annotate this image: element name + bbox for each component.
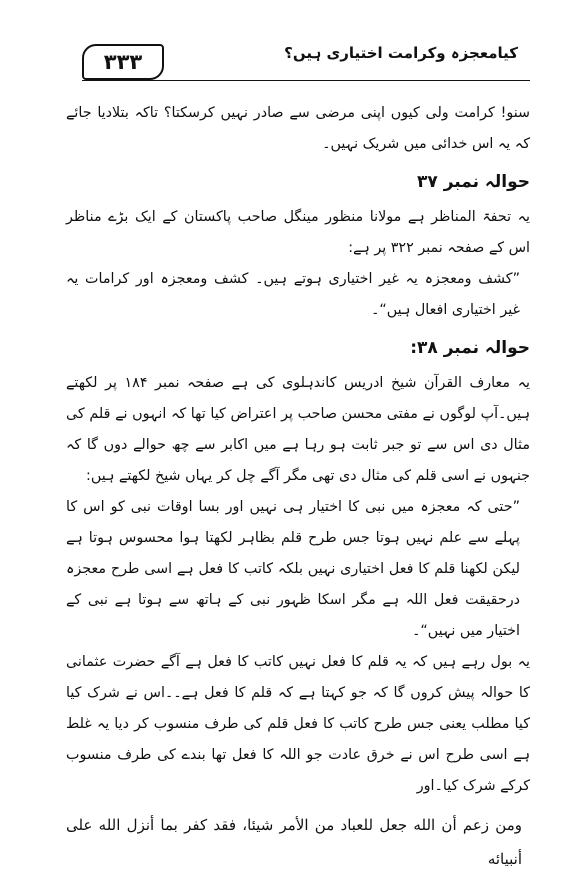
header-rule [82,80,530,81]
heading-reference-38: حوالہ نمبر ۳۸: [410,338,530,358]
page-body [66,98,530,876]
paragraph-1: سنو! کرامت ولی کیوں اپنی مرضی سے صادر نہیں کرسکتا؟ تاکہ بتلادیا جائے کہ یہ اس خدائی میں شریک نہیں۔ [66,105,530,152]
page-header [60,40,530,84]
paragraph-4: یہ بول رہے ہیں کہ یہ قلم کا فعل نہیں کاتب کا فعل ہے آگے حضرت عثمانی کا حوالہ پیش کروں گا کہ جو کہتا ہے کہ قلم کا فعل ہے۔۔اس نے شرک کیا کیا مطلب یعنی جس طرح کاتب کا فعل قلم کی طرف منسوب کر دیا یہ غلط ہے اسی طرح اس نے خرق عادت جو اللہ کا فعل تھا بندے کی طرف منسوب کرکے شرک کیا۔اور [66,654,530,794]
running-title: کیامعجزہ وکرامت اختیاری ہیں؟ [284,44,518,62]
paragraph-2: یہ تحفۃ المناظر ہے مولانا منظور مینگل صاحب پاکستان کے ایک بڑے مناظر اس کے صفحہ نمبر ۳۲۲ پر ہے: [66,209,530,256]
paragraph-3: یہ معارف القرآن شیخ ادریس کاندہلوی کی ہے صفحہ نمبر ۱۸۴ پر لکھتے ہیں۔آپ لوگوں نے مفتی محسن صاحب پر اعتراض کیا تھا کہ انہوں نے قلم کی مثال دی اس سے تو جبر ثابت ہو رہا ہے میں اکابر سے چھ حوالے دوں گا کہ جنہوں نے اسی قلم کی مثال دی تھی مگر آگے چل کر یہاں شیخ لکھتے ہیں: [66,375,530,484]
arabic-quote: ومن زعم أن الله جعل للعباد من الأمر شيئا، فقد كفر بما أنزل الله على أنبيائه [66,816,522,868]
quote-1: ”کشف ومعجزہ یہ غیر اختیاری ہوتے ہیں۔ کشف ومعجزہ اور کرامات یہ غیر اختیاری افعال ہیں“۔ [66,271,520,318]
page-number: ۳۳۳ [82,44,164,80]
quote-2: ”حتی کہ معجزہ میں نبی کا اختیار ہی نہیں اور بسا اوقات نبی کو اس کا پہلے سے علم نہیں ہوتا جس طرح قلم بظاہر لکھتا ہوا محسوس ہوتا ہے لیکن لکھنا قلم کا فعل اختیاری نہیں بلکہ کاتب کا فعل ہے اسی طرح معجزہ درحقیقت فعل اللہ ہے مگر اسکا ظہور نبی کے ہاتھ سے ہوتا ہے نبی کے اختیار میں نہیں“۔ [66,499,520,639]
heading-reference-37: حوالہ نمبر ۳۷ [417,172,530,192]
